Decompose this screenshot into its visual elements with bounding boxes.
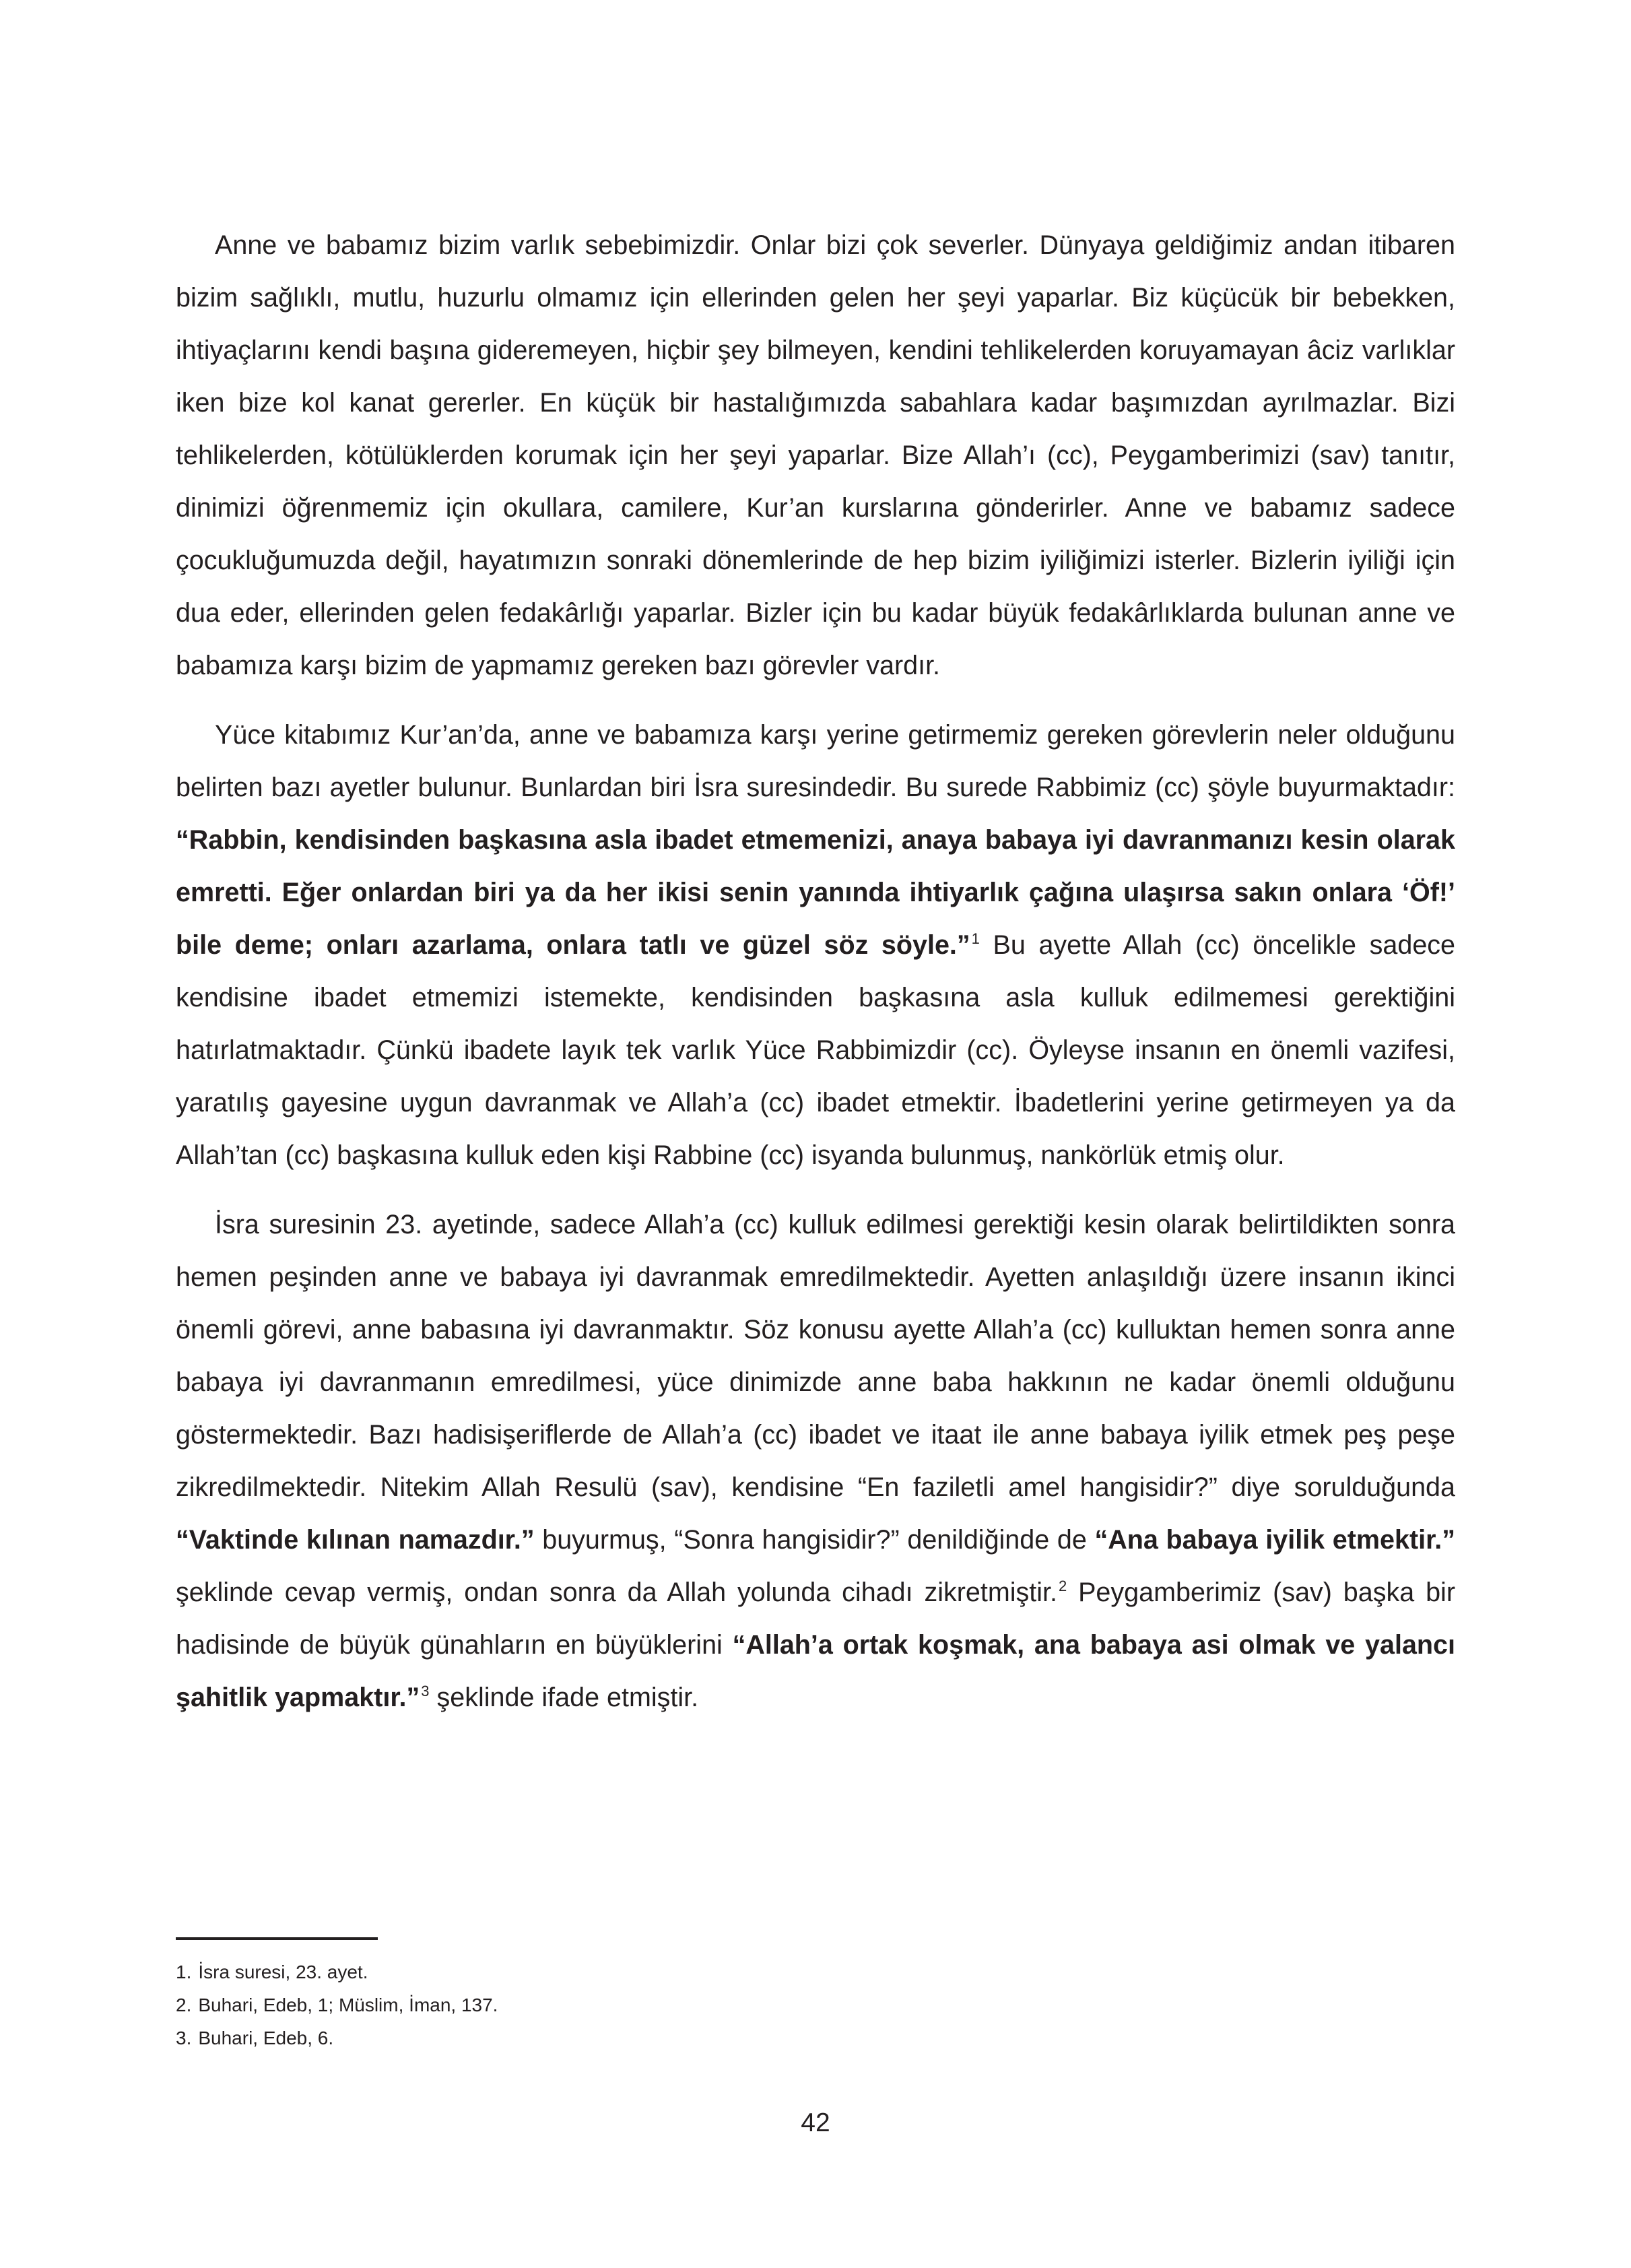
hadith-quote-prayer: “Vaktinde kılınan namazdır.” — [176, 1525, 535, 1555]
footnote-2 — [176, 1988, 498, 2021]
footnote-number: 1. — [176, 1962, 192, 1982]
footnote-number: 3. — [176, 2028, 192, 2048]
footnote-text: Buhari, Edeb, 6. — [198, 2028, 334, 2048]
paragraph-text: şeklinde ifade etmiştir. — [429, 1683, 699, 1712]
paragraph-text: Bu ayette Allah (cc) öncelikle sadece kendisine ibadet etmemizi istemekte, kendisinden başkasına asla kulluk edilmemesi gerektiğini hatırlatmaktadır. Çünkü ibadete layık tek varlık Yüce Rabbimizdir (cc). Öyleyse insanın en önemli vazifesi, yaratılış gayesine uygun davranmak ve Allah’a (cc) ibadet etmektir. İbadetlerini yerine getirmeyen ya da Allah’tan (cc) başkasına kulluk eden kişi Rabbine (cc) isyanda bulunmuş, nankörlük etmiş olur. — [176, 930, 1455, 1170]
footnote-ref-1[interactable]: 1 — [971, 930, 980, 947]
footnote-ref-3[interactable]: 3 — [421, 1683, 430, 1699]
page-number: 42 — [801, 2108, 830, 2137]
footnote-text: İsra suresi, 23. ayet. — [198, 1962, 368, 1982]
footnote-1 — [176, 1955, 498, 1988]
hadith-quote-great-sins: “Allah’a ortak koşmak, ana babaya asi olmak ve yalancı şahitlik yapmaktır.” — [176, 1630, 1455, 1712]
footnote-number: 2. — [176, 1995, 192, 2015]
hadith-quote-parents: “Ana babaya iyilik etmektir.” — [1094, 1525, 1455, 1555]
paragraph-text: Anne ve babamız bizim varlık sebebimizdir. Onlar bizi çok severler. Dünyaya geldiğimiz andan itibaren bizim sağlıklı, mutlu, huzurlu olmamız için ellerinden gelen her şeyi yaparlar. Biz küçücük bir bebekken, ihtiyaçlarını kendi başına gideremeyen, hiçbir şey bilmeyen, kendini tehlikelerden koruyamayan âciz varlıklar iken bize kol kanat gererler. En küçük bir hastalığımızda sabahlara kadar başımızdan ayrılmazlar. Bizi tehlikelerden, kötülüklerden korumak için her şeyi yaparlar. Bize Allah’ı (cc), Peygamberimizi (sav) tanıtır, dinimizi öğrenmemiz için okullara, camilere, Kur’an kurslarına gönderirler. Anne ve babamız sadece çocukluğumuzda değil, hayatımızın sonraki dönemlerinde de hep bizim iyiliğimizi isterler. Bizlerin iyiliği için dua eder, ellerinden gelen fedakârlığı yaparlar. Bizler için bu kadar büyük fedakârlıklarda bulunan anne ve babamıza karşı bizim de yapmamız gereken bazı görevler vardır. — [176, 230, 1455, 680]
footnote-text: Buhari, Edeb, 1; Müslim, İman, 137. — [198, 1995, 498, 2015]
quran-verse-quote: “Rabbin, kendisinden başkasına asla ibadet etmemenizi, anaya babaya iyi davranmanızı kesin olarak emretti. Eğer onlardan biri ya da her ikisi senin yanında ihtiyarlık çağına ulaşırsa sakın onlara ‘Öf!’ bile deme; onları azarlama, onlara tatlı ve güzel söz söyle.” — [176, 825, 1455, 960]
paragraph-1 — [176, 219, 1455, 692]
paragraph-text: İsra suresinin 23. ayetinde, sadece Allah’a (cc) kulluk edilmesi gerektiği kesin olarak belirtildikten sonra hemen peşinden anne ve babaya iyi davranmak emredilmektedir. Ayetten anlaşıldığı üzere insanın ikinci önemli görevi, anne babasına iyi davranmaktır. Söz konusu ayette Allah’a (cc) kulluktan hemen sonra anne babaya iyi davranmanın emredilmesi, yüce dinimizde anne baba hakkının ne kadar önemli olduğunu göstermektedir. Bazı hadisişeriflerde de Allah’a (cc) ibadet ve itaat ile anne babaya iyilik etmek peş peşe zikredilmektedir. Nitekim Allah Resulü (sav), kendisine “En faziletli amel hangisidir?” diye sorulduğunda — [176, 1210, 1455, 1502]
body-text — [176, 219, 1455, 1741]
footnotes — [176, 1955, 498, 2054]
paragraph-2 — [176, 709, 1455, 1181]
paragraph-3 — [176, 1198, 1455, 1724]
paragraph-text: Yüce kitabımız Kur’an’da, anne ve babamıza karşı yerine getirmemiz gereken görevlerin neler olduğunu belirten bazı ayetler bulunur. Bunlardan biri İsra suresindedir. Bu surede Rabbimiz (cc) şöyle buyurmaktadır: — [176, 720, 1455, 802]
footnote-ref-2[interactable]: 2 — [1058, 1578, 1067, 1594]
footnote-divider — [176, 1937, 378, 1940]
paragraph-text: buyurmuş, “Sonra hangisidir?” denildiğinde de — [534, 1525, 1095, 1555]
footnote-3 — [176, 2021, 498, 2054]
paragraph-text: Peygamberimiz (sav) başka bir hadisinde de büyük günahların en büyüklerini — [176, 1578, 1455, 1660]
paragraph-text: şeklinde cevap vermiş, ondan sonra da Allah yolunda cihadı zikretmiştir. — [176, 1578, 1057, 1607]
